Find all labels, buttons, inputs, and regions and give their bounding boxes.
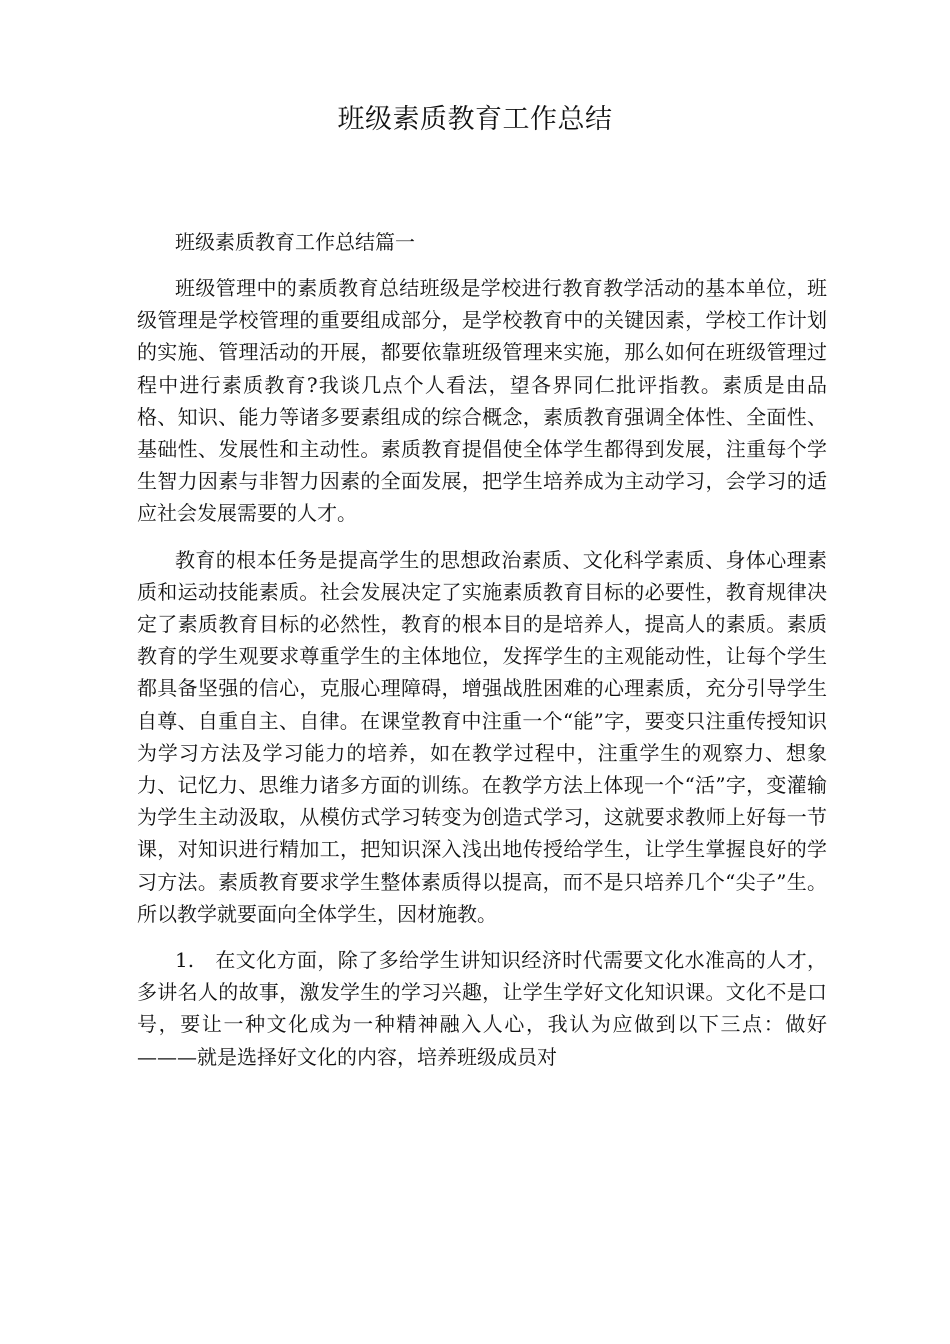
document-title: 班级素质教育工作总结 bbox=[337, 104, 613, 135]
paragraph-2: 教育的根本任务是提高学生的思想政治素质、文化科学素质、身体心理素质和运动技能素质。社会发展决定了实施素质教育目标的必要性，教育规律决定了素质教育目标的必然性，教育的根本目的是培养人，提高人的素质。素质教育的学生观要求尊重学生的主体地位，发挥学生的主观能动性，让每个学生都具备坚强的信心，克服心理障碍，增强战胜困难的心理素质，充分引导学生自尊、自重自主、自律。在课堂教育中注重一个“能”字，要变只注重传授知识为学习方法及学习能力的培养，如在教学过程中，注重学生的观察力、想象力、记忆力、思维力诸多方面的训练。在教学方法上体现一个“活”字，变灌输为学生主动汲取，从模仿式学习转变为创造式学习，这就要求教师上好每一节课，对知识进行精加工，把知识深入浅出地传授给学生，让学生掌握良好的学习方法。素质教育要求学生整体素质得以提高，而不是只培养几个“尖子”生。所以教学就要面向全体学生，因材施教。 bbox=[137, 547, 827, 926]
document-body bbox=[137, 226, 827, 1087]
list-item-number: 1. bbox=[175, 948, 195, 973]
list-item-text: 在文化方面，除了多给学生讲知识经济时代需要文化水准高的人才，多讲名人的故事，激发学生的学习兴趣，让学生学好文化知识课。文化不是口号，要让一种文化成为一种精神融入人心，我认为应做到以下三点：做好———就是选择好文化的内容，培养班级成员对 bbox=[137, 948, 827, 1069]
paragraph-1: 班级管理中的素质教育总结班级是学校进行教育教学活动的基本单位，班级管理是学校管理的重要组成部分，是学校教育中的关键因素，学校工作计划的实施、管理活动的开展，都要依靠班级管理来实施，那么如何在班级管理过程中进行素质教育?我谈几点个人看法，望各界同仁批评指教。素质是由品格、知识、能力等诸多要素组成的综合概念，素质教育强调全体性、全面性、基础性、发展性和主动性。素质教育提倡使全体学生都得到发展，注重每个学生智力因素与非智力因素的全面发展，把学生培养成为主动学习，会学习的适应社会发展需要的人才。 bbox=[137, 276, 827, 526]
section-subheading: 班级素质教育工作总结篇一 bbox=[175, 230, 415, 254]
list-item-1 bbox=[137, 944, 827, 1073]
